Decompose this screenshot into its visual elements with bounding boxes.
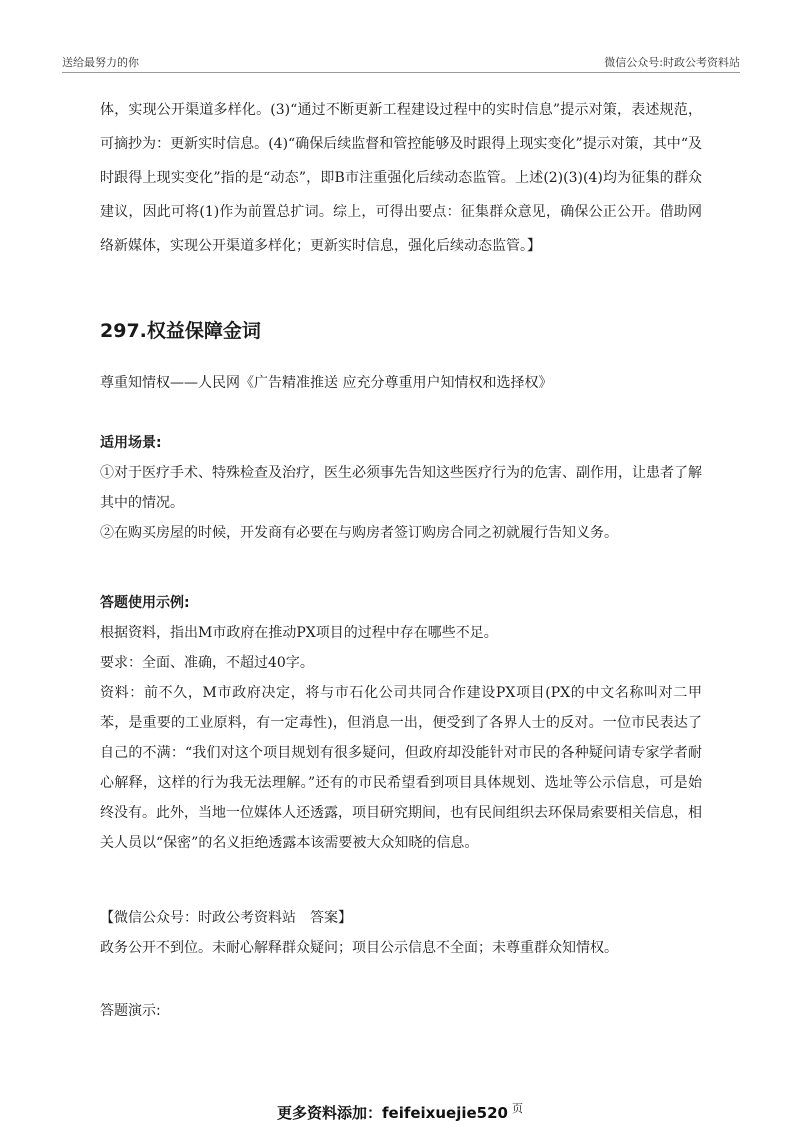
answer-block <box>100 903 702 963</box>
intro-section <box>100 93 702 263</box>
scenarios-heading: 适用场景: <box>100 435 162 451</box>
section-title: 297.权益保障金词 <box>100 320 261 342</box>
answer-label: 【微信公众号：时政公考资料站 答案】 <box>100 910 352 926</box>
source-line: 尊重知情权——人民网《广告精准推送 应充分尊重用户知情权和选择权》 <box>100 375 553 391</box>
footer-page-suffix: 页 <box>511 1102 523 1115</box>
example-block <box>100 588 702 858</box>
example-requirement: 要求：全面、准确，不超过40字。 <box>100 655 314 671</box>
example-question: 根据资料，指出M市政府在推动PX项目的过程中存在哪些不足。 <box>100 625 498 641</box>
header-right-text: 微信公众号:时政公考资料站 <box>604 56 740 69</box>
example-heading: 答题使用示例: <box>100 595 190 611</box>
page-footer <box>0 1100 800 1123</box>
answer-text: 政务公开不到位。未耐心解释群众疑问；项目公示信息不全面；未尊重群众知情权。 <box>100 940 618 956</box>
scenario-item-1: ①对于医疗手术、特殊检查及治疗，医生必须事先告知这些医疗行为的危害、副作用，让患者了解其中的情况。 <box>100 465 702 511</box>
intro-paragraph: 体，实现公开渠道多样化。(3)“通过不断更新工程建设过程中的实时信息”提示对策，表述规范，可摘抄为：更新实时信息。(4)“确保后续监督和管控能够及时跟得上现实变化”提示对策，其中“及时跟得上现实变化”指的是“动态”，即B市注重强化后续动态监管。上述(2)(3)(4)均为征集的群众建议，因此可将(1)作为前置总扩词。综上，可得出要点：征集群众意见，确保公正公开。借助网络新媒体，实现公开渠道多样化；更新实时信息，强化后续动态监管。】 <box>100 102 702 254</box>
header-left-text: 送给最努力的你 <box>62 56 139 69</box>
footer-text: 更多资料添加：feifeixuejie520 <box>277 1104 508 1122</box>
page-header <box>62 50 740 73</box>
scenarios-block <box>100 428 702 548</box>
example-material: 资料：前不久，M市政府决定，将与市石化公司共同合作建设PX项目(PX的中文名称叫对二甲苯，是重要的工业原料，有一定毒性)，但消息一出，便受到了各界人士的反对。一位市民表达了自己的不满：“我们对这个项目规划有很多疑问，但政府却没能针对市民的各种疑问请专家学者耐心解释，这样的行为我无法理解。”还有的市民希望看到项目具体规划、选址等公示信息，可是始终没有。此外，当地一位媒体人还透露，项目研究期间，也有民间组织去环保局索要相关信息，相关人员以“保密”的名义拒绝透露本该需要被大众知晓的信息。 <box>100 685 702 851</box>
scenario-item-2: ②在购买房屋的时候，开发商有必要在与购房者签订购房合同之初就履行告知义务。 <box>100 525 618 541</box>
demo-label: 答题演示: <box>100 1003 161 1019</box>
